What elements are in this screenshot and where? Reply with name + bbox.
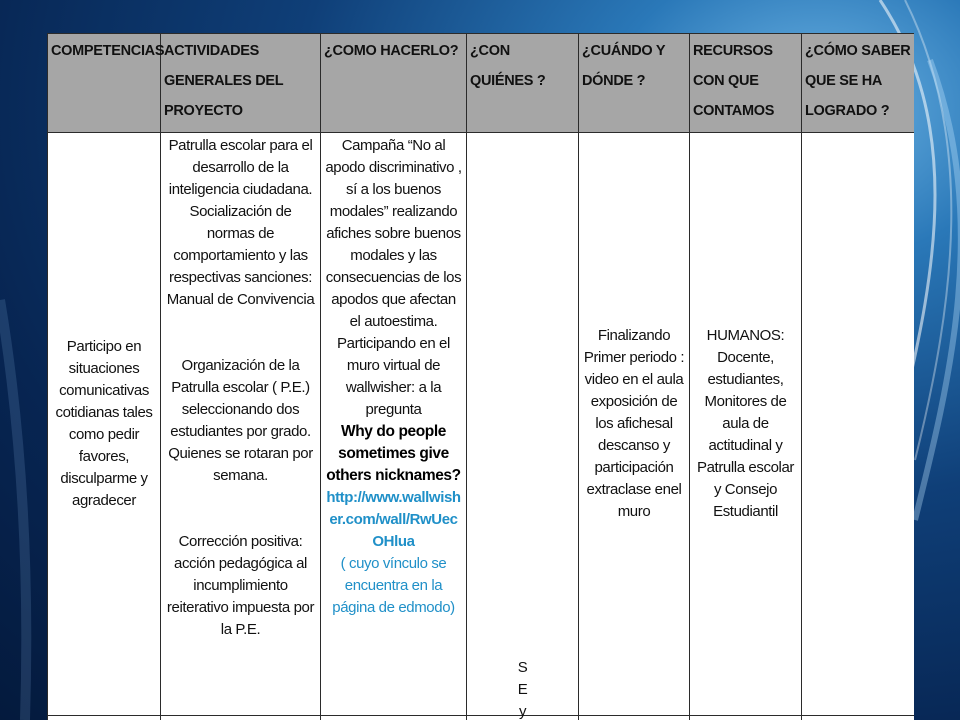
header-cuando-donde: ¿CUÁNDO Y DÓNDE ? [579,34,690,133]
cell-como-hacerlo [321,133,467,716]
cuando-text: Finalizando Primer periodo : video en el aula exposición de los afichesal descanso y participación extraclase enel muro [583,327,685,520]
como-paragraph: Campaña “No al apodo discriminativo , sí a los buenos modales” realizando afiches sobre buenos modales y las consecuencias de los apodos que afectan el autoestima. Participando en el muro virtual de wallwisher: a la pregunta [325,137,462,418]
actividades-paragraph-1: Patrulla escolar para el desarrollo de la inteligencia ciudadana. [168,137,313,198]
header-como-hacerlo: ¿COMO HACERLO? [321,34,467,133]
header-competencias: COMPETENCIAS [48,34,161,133]
cell-actividades [161,133,321,716]
project-plan-table [47,33,914,720]
recursos-text: HUMANOS: Docente, estudiantes, Monitores de aula de actitudinal y Patrulla escolar y Consejo Estudiantil [697,327,794,520]
header-recursos: RECURSOS CON QUE CONTAMOS [690,34,802,133]
con-quienes-vertical-text: S E y [517,659,528,720]
cell-cuando-donde [579,133,690,716]
actividades-paragraph-2: Socialización de normas de comportamiento y las respectivas sanciones: Manual de Convivencia [166,203,315,308]
actividades-paragraph-3: Organización de la Patrulla escolar ( P.E.) seleccionando dos estudiantes por grado. Quienes se rotaran por semana. [168,357,313,484]
header-con-quienes: ¿CON QUIÉNES ? [467,34,579,133]
actividades-paragraph-4: Corrección positiva: acción pedagógica al incumplimiento reiterativo impuesta por la P.E. [166,533,315,638]
header-como-saber: ¿CÓMO SABER QUE SE HA LOGRADO ? [802,34,915,133]
cell-con-quienes [467,133,579,720]
document-page [47,33,914,720]
header-actividades: ACTIVIDADES GENERALES DEL PROYECTO [161,34,321,133]
competencias-text: Participo en situaciones comunicativas cotidianas tales como pedir favores, disculparme y agradecer [55,338,153,509]
wallwisher-link[interactable]: http://www.wallwisher.com/wall/RwUecOHlua [326,489,461,550]
table-header-row [48,34,915,133]
table-row [48,133,915,716]
cell-como-saber [802,133,915,716]
cell-competencias [48,133,161,716]
como-question: Why do people sometimes give others nicknames? [326,423,461,484]
como-note: ( cuyo vínculo se encuentra en la página de edmodo) [332,555,455,616]
cell-recursos [690,133,802,716]
